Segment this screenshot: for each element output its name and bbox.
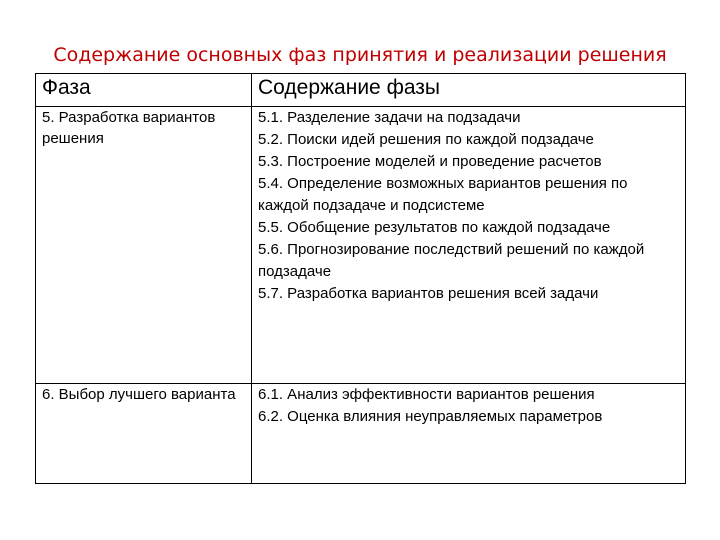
step-item: 5.2. Поиски идей решения по каждой подзадаче — [258, 131, 594, 148]
steps-cell — [252, 384, 686, 484]
steps-cell — [252, 107, 686, 384]
table-row — [36, 107, 686, 384]
header-phase: Фаза — [36, 74, 252, 107]
phase-cell: 5. Разработка вариантов решения — [36, 107, 252, 384]
step-item: 5.4. Определение возможных вариантов решения по каждой подзадаче и подсистеме — [258, 175, 628, 214]
step-item: 6.1. Анализ эффективности вариантов решения — [258, 386, 595, 403]
phase-cell: 6. Выбор лучшего варианта — [36, 384, 252, 484]
phases-table — [35, 73, 686, 484]
page-title: Содержание основных фаз принятия и реализации решения — [53, 44, 667, 66]
step-item: 5.6. Прогнозирование последствий решений по каждой подзадаче — [258, 241, 645, 280]
step-item: 5.5. Обобщение результатов по каждой подзадаче — [258, 219, 611, 236]
header-content: Содержание фазы — [252, 74, 686, 107]
step-item: 5.7. Разработка вариантов решения всей задачи — [258, 285, 599, 302]
table-header-row — [36, 74, 686, 107]
table-row — [36, 384, 686, 484]
step-item: 6.2. Оценка влияния неуправляемых параметров — [258, 408, 603, 425]
step-item: 5.1. Разделение задачи на подзадачи — [258, 109, 521, 126]
step-item: 5.3. Построение моделей и проведение расчетов — [258, 153, 602, 170]
